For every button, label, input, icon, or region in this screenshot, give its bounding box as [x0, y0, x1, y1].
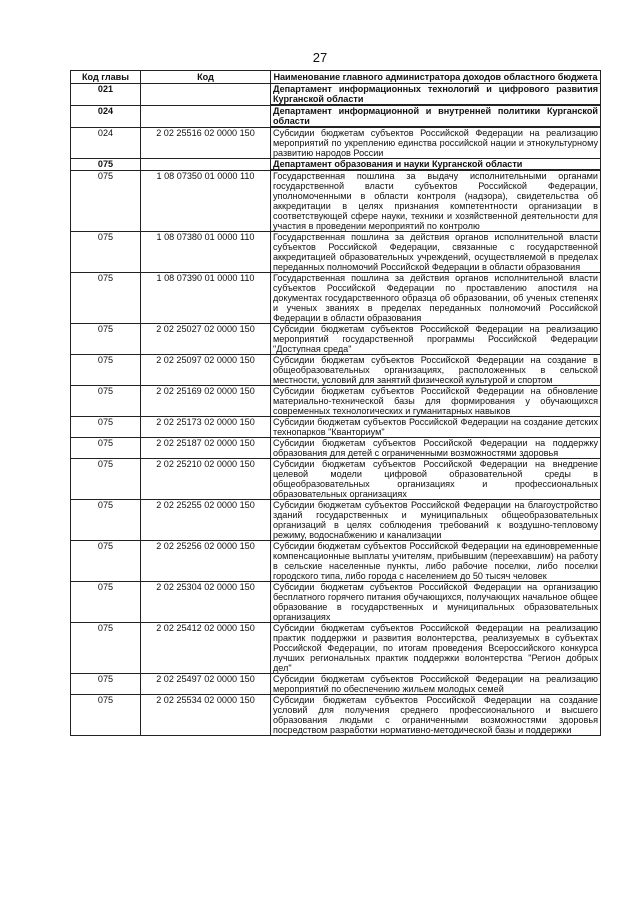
- administrator-name-cell: Департамент образования и науки Курганской области: [271, 159, 601, 171]
- table-header-row: [71, 71, 601, 84]
- table-body: [71, 84, 601, 736]
- chapter-code-cell: 021: [71, 84, 141, 106]
- table-row: [71, 438, 601, 459]
- chapter-code-cell: 075: [71, 541, 141, 582]
- header-administrator-name: Наименование главного администратора доходов областного бюджета: [271, 71, 601, 84]
- administrator-name-cell: Субсидии бюджетам субъектов Российской Федерации на создание детских технопарков "Кванториум": [271, 417, 601, 438]
- administrator-name-cell: Субсидии бюджетам субъектов Российской Федерации на реализацию мероприятий государственной программы Российской Федерации "Доступная среда": [271, 324, 601, 355]
- administrator-name-cell: Субсидии бюджетам субъектов Российской Федерации на создание в общеобразовательных организациях, расположенных в сельской местности, условий для занятий физической культурой и спортом: [271, 355, 601, 386]
- revenue-code-cell: 2 02 25097 02 0000 150: [141, 355, 271, 386]
- chapter-code-cell: 075: [71, 438, 141, 459]
- administrator-name-cell: Субсидии бюджетам субъектов Российской Федерации на реализацию мероприятий по укреплению единства российской нации и этнокультурному развитию народов России: [271, 127, 601, 159]
- administrator-name-cell: Субсидии бюджетам субъектов Российской Федерации на обновление материально-технической базы для формирования у обучающихся современных технологических и гуманитарных навыков: [271, 386, 601, 417]
- chapter-code-cell: 075: [71, 695, 141, 736]
- table-row: [71, 541, 601, 582]
- administrator-name-cell: Субсидии бюджетам субъектов Российской Федерации на реализацию практик поддержки и развития волонтерства, реализуемых в субъектах Российской Федерации, по итогам проведения Всероссийского конкурса лучших региональных практик поддержки волонтерства "Регион добрых дел": [271, 623, 601, 674]
- chapter-code-cell: 024: [71, 127, 141, 159]
- table-row: [71, 127, 601, 159]
- table-row: [71, 170, 601, 232]
- header-chapter-code: Код главы: [71, 71, 141, 84]
- revenue-code-cell: 2 02 25187 02 0000 150: [141, 438, 271, 459]
- revenue-code-cell: 2 02 25255 02 0000 150: [141, 500, 271, 541]
- budget-revenue-table: [70, 70, 601, 736]
- chapter-code-cell: 075: [71, 623, 141, 674]
- header-code: Код: [141, 71, 271, 84]
- table-row: [71, 459, 601, 500]
- table-row: [71, 582, 601, 623]
- department-row: [71, 105, 601, 127]
- revenue-code-cell: 2 02 25304 02 0000 150: [141, 582, 271, 623]
- chapter-code-cell: 075: [71, 232, 141, 273]
- chapter-code-cell: 075: [71, 324, 141, 355]
- page-number: 27: [312, 50, 328, 65]
- revenue-code-cell: 2 02 25497 02 0000 150: [141, 674, 271, 695]
- revenue-code-cell: 2 02 25516 02 0000 150: [141, 127, 271, 159]
- chapter-code-cell: 075: [71, 386, 141, 417]
- revenue-code-cell: 1 08 07350 01 0000 110: [141, 170, 271, 232]
- revenue-code-cell: 2 02 25412 02 0000 150: [141, 623, 271, 674]
- chapter-code-cell: 024: [71, 105, 141, 127]
- chapter-code-cell: 075: [71, 582, 141, 623]
- administrator-name-cell: Государственная пошлина за действия органов исполнительной власти субъектов Российской Федерации, связанные с государственной аккредитацией образовательных учреждений, осуществляемой в пределах переданных полномочий Российской Федерации в области образования: [271, 232, 601, 273]
- administrator-name-cell: Департамент информационных технологий и цифрового развития Курганской области: [271, 84, 601, 106]
- revenue-code-cell: 2 02 25210 02 0000 150: [141, 459, 271, 500]
- administrator-name-cell: Субсидии бюджетам субъектов Российской Федерации на организацию бесплатного горячего питания обучающихся, получающих начальное общее образование в государственных и муниципальных образовательных организациях: [271, 582, 601, 623]
- table-row: [71, 232, 601, 273]
- revenue-code-cell: 2 02 25173 02 0000 150: [141, 417, 271, 438]
- revenue-code-cell: [141, 105, 271, 127]
- revenue-code-cell: 2 02 25027 02 0000 150: [141, 324, 271, 355]
- administrator-name-cell: Субсидии бюджетам субъектов Российской Федерации на реализацию мероприятий по обеспечению жильем молодых семей: [271, 674, 601, 695]
- administrator-name-cell: Государственная пошлина за выдачу исполнительными органами государственной власти субъектов Российской Федерации, уполномоченными в области контроля (надзора), свидетельства об аккредитации в целях признания компетентности организации в соответствующей сфере науки, техники и хозяйственной деятельности для участия в проведении мероприятий по контролю: [271, 170, 601, 232]
- administrator-name-cell: Субсидии бюджетам субъектов Российской Федерации на поддержку образования для детей с ограниченными возможностями здоровья: [271, 438, 601, 459]
- table-row: [71, 324, 601, 355]
- chapter-code-cell: 075: [71, 170, 141, 232]
- department-row: [71, 84, 601, 106]
- revenue-code-cell: 1 08 07380 01 0000 110: [141, 232, 271, 273]
- table-row: [71, 623, 601, 674]
- revenue-code-cell: [141, 159, 271, 171]
- table-row: [71, 355, 601, 386]
- administrator-name-cell: Государственная пошлина за действия органов исполнительной власти субъектов Российской Федерации по проставлению апостиля на документах государственного образца об образовании, об ученых степенях и ученых званиях в пределах переданных полномочий Российской Федерации в области образования: [271, 273, 601, 324]
- table-row: [71, 273, 601, 324]
- chapter-code-cell: 075: [71, 273, 141, 324]
- revenue-code-cell: 2 02 25534 02 0000 150: [141, 695, 271, 736]
- chapter-code-cell: 075: [71, 674, 141, 695]
- chapter-code-cell: 075: [71, 459, 141, 500]
- table-row: [71, 500, 601, 541]
- administrator-name-cell: Департамент информационной и внутренней политики Курганской области: [271, 105, 601, 127]
- administrator-name-cell: Субсидии бюджетам субъектов Российской Федерации на внедрение целевой модели цифровой образовательной среды в общеобразовательных организациях и профессиональных образовательных организациях: [271, 459, 601, 500]
- table-row: [71, 386, 601, 417]
- revenue-code-cell: [141, 84, 271, 106]
- table-row: [71, 695, 601, 736]
- chapter-code-cell: 075: [71, 159, 141, 171]
- chapter-code-cell: 075: [71, 355, 141, 386]
- revenue-code-cell: 2 02 25169 02 0000 150: [141, 386, 271, 417]
- table-row: [71, 674, 601, 695]
- revenue-code-cell: 1 08 07390 01 0000 110: [141, 273, 271, 324]
- administrator-name-cell: Субсидии бюджетам субъектов Российской Федерации на благоустройство зданий государственных и муниципальных общеобразовательных организаций в целях соблюдения требований к воздушно-тепловому режиму, водоснабжению и канализации: [271, 500, 601, 541]
- chapter-code-cell: 075: [71, 500, 141, 541]
- administrator-name-cell: Субсидии бюджетам субъектов Российской Федерации на единовременные компенсационные выплаты учителям, прибывшим (переехавшим) на работу в сельские населенные пункты, либо рабочие поселки, либо поселки городского типа, либо города с населением до 50 тысяч человек: [271, 541, 601, 582]
- revenue-code-cell: 2 02 25256 02 0000 150: [141, 541, 271, 582]
- administrator-name-cell: Субсидии бюджетам субъектов Российской Федерации на создание условий для получения среднего профессионального и высшего образования людьми с ограниченными возможностями здоровья посредством разработки нормативно-методической базы и поддержки: [271, 695, 601, 736]
- chapter-code-cell: 075: [71, 417, 141, 438]
- department-row: [71, 159, 601, 171]
- table-row: [71, 417, 601, 438]
